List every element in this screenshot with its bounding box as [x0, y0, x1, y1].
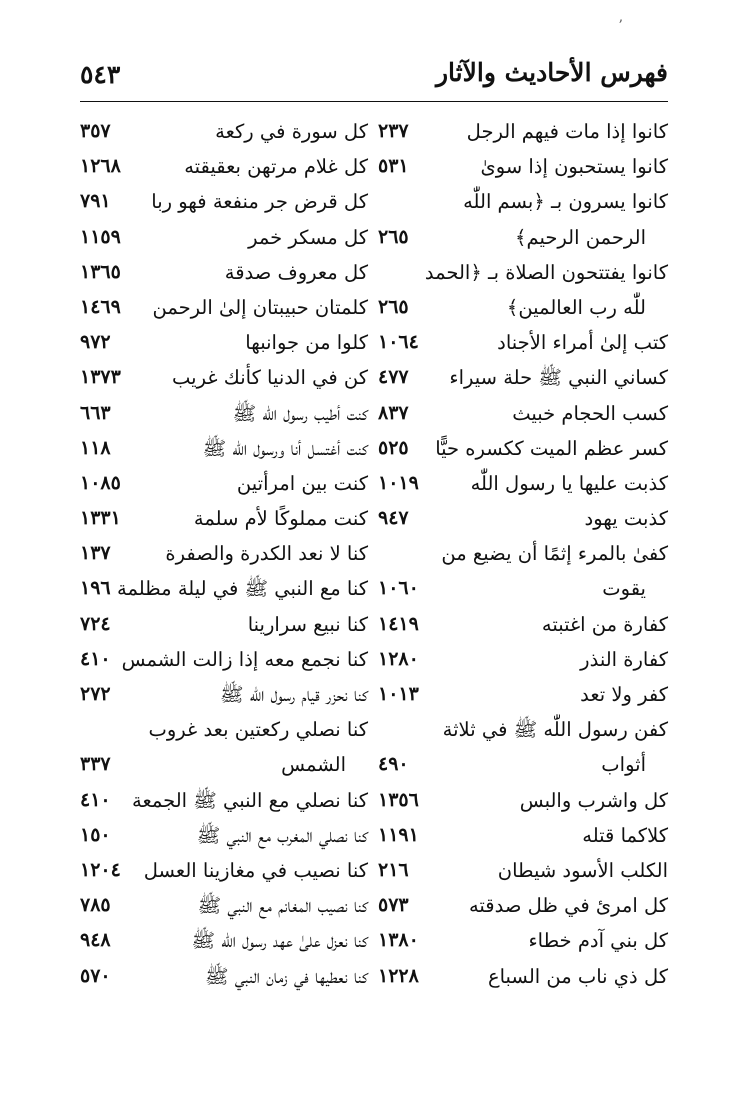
index-entry: [378, 220, 668, 255]
index-entry: [378, 149, 668, 184]
entry-text: كنت مملوكًا لأم سلمة: [193, 507, 368, 531]
index-entry: [80, 607, 368, 642]
entry-number: ١١٨: [80, 436, 111, 459]
entry-text: كسب الحجام خبيث: [512, 401, 668, 425]
entry-number: ١٠١٣: [378, 683, 419, 705]
entry-number: ١٢٨٠: [378, 647, 419, 670]
entry-text: كل امرئ في ظل صدقته: [468, 894, 668, 918]
index-entry: [80, 783, 368, 818]
index-entry: [80, 677, 368, 712]
entry-number: ٦٦٣: [80, 401, 111, 424]
entry-number: ٢٦٥: [378, 295, 409, 318]
entry-text: كنا نبيع سرارينا: [247, 612, 368, 636]
entry-text: كلمتان حبيبتان إلىٰ الرحمن: [152, 295, 368, 319]
entry-text: كنا نصيب في مغازينا العسل: [143, 858, 368, 882]
page-header: [80, 52, 668, 102]
index-entry: [80, 149, 368, 184]
entry-text: كلاكما قتله: [582, 823, 668, 847]
entry-number: ٤١٠: [80, 788, 111, 811]
entry-text: كل ذي ناب من السباع: [487, 964, 668, 988]
entry-number: ١٤٦٩: [80, 295, 121, 318]
entry-text: يقوت: [602, 577, 646, 601]
entry-text: كنا نصلي ركعتين بعد غروب: [148, 718, 368, 742]
index-entry: [80, 290, 368, 325]
entry-text: الشمس: [281, 753, 346, 777]
entry-text: كنا نعطيها في زمان النبي ﷺ: [204, 964, 368, 988]
entry-text: كل مسكر خمر: [248, 225, 368, 249]
entry-number: ٥٧٣: [378, 894, 409, 917]
entry-number: ٧٩١: [80, 190, 111, 213]
entry-number: ٤٧٧: [378, 366, 409, 389]
index-entry: [378, 501, 668, 536]
index-entry: [80, 571, 368, 606]
entry-number: ١٠١٩: [378, 471, 419, 494]
entry-number: ٣٣٧: [80, 753, 111, 776]
index-entry: [378, 677, 668, 712]
index-entry: [378, 114, 668, 149]
entry-number: ١١٩١: [378, 823, 419, 846]
index-entry: [80, 747, 368, 782]
entry-number: ١٠٨٥: [80, 471, 121, 494]
index-entry: [80, 853, 368, 888]
entry-text: كنت بين امرأتين: [236, 471, 368, 495]
entry-text: كن في الدنيا كأنك غريب: [172, 366, 368, 390]
index-entry: [378, 712, 668, 747]
index-entry: [80, 501, 368, 536]
entry-text: كنا نصيب المغانم مع النبي ﷺ: [197, 894, 368, 918]
entry-text: كذبت عليها يا رسول اللّٰه: [470, 471, 668, 495]
entry-text: كتب إلىٰ أمراء الأجناد: [497, 331, 668, 355]
entry-text: كنا نصلي مع النبي ﷺ الجمعة: [132, 788, 368, 812]
index-entry: [378, 888, 668, 923]
entry-text: كانوا يسرون بـ ﴿بسم اللّٰه: [463, 190, 668, 214]
entry-number: ١٢٠٤: [80, 858, 121, 881]
entry-text: كساني النبي ﷺ حلة سيراء: [449, 366, 668, 390]
entry-text: كنا لا نعد الكدرة والصفرة: [165, 542, 368, 566]
index-entry: [80, 184, 368, 219]
index-entry: [80, 114, 368, 149]
entry-text: كنا نعزل علىٰ عهد رسول اللّٰه ﷺ: [191, 929, 368, 953]
entry-number: ٩٧٢: [80, 331, 111, 354]
right-column: [378, 114, 668, 994]
entry-text: كل بني آدم خطاء: [528, 929, 668, 953]
entry-text: الرحمن الرحيم﴾: [515, 225, 646, 249]
entry-number: ٥٢٥: [378, 436, 409, 459]
index-entry: [80, 325, 368, 360]
index-entry: [80, 959, 368, 994]
page-title: فهرس الأحاديث والآثار: [435, 58, 668, 87]
index-entry: [80, 466, 368, 501]
index-entry: [80, 923, 368, 958]
entry-text: كفر ولا تعد: [580, 683, 668, 706]
entry-number: ١٣٥٦: [378, 788, 419, 811]
index-entry: [378, 783, 668, 818]
index-entry: [378, 431, 668, 466]
left-column: [80, 114, 368, 994]
entry-number: ١٣٦٥: [80, 260, 121, 283]
entry-number: ٢٧٢: [80, 683, 111, 705]
entry-number: ١٩٦: [80, 577, 111, 600]
index-entry: [80, 818, 368, 853]
entry-text: كفارة النذر: [580, 647, 668, 671]
entry-text: للّٰه رب العالمين﴾: [506, 295, 646, 319]
entry-number: ٧٢٤: [80, 612, 111, 635]
entry-text: كانوا يستحبون إذا سوىٰ: [480, 155, 668, 179]
entry-text: كل قرض جر منفعة فهو ربا: [151, 190, 368, 214]
entry-text: كفارة من اغتبته: [541, 612, 668, 636]
entry-text: كنا مع النبي ﷺ في ليلة مظلمة: [117, 577, 368, 601]
entry-text: كلوا من جوانبها: [245, 331, 368, 355]
entry-text: كنا نجمع معه إذا زالت الشمس: [121, 647, 368, 671]
entry-number: ٢٦٥: [378, 225, 409, 248]
index-entry: [378, 255, 668, 290]
index-entry: [378, 607, 668, 642]
index-entry: [80, 396, 368, 431]
index-entry: [80, 220, 368, 255]
entry-text: كل سورة في ركعة: [215, 120, 368, 143]
index-entry: [378, 360, 668, 395]
entry-number: ٧٨٥: [80, 894, 111, 917]
entry-text: أثواب: [601, 753, 646, 777]
index-entry: [80, 431, 368, 466]
entry-text: الكلب الأسود شيطان: [497, 858, 668, 882]
index-entry: [378, 536, 668, 571]
entry-number: ٩٤٧: [378, 507, 409, 530]
header-rule: [80, 101, 668, 102]
entry-text: كانوا إذا مات فيهم الرجل: [466, 120, 668, 143]
index-entry: [378, 818, 668, 853]
entry-text: كفىٰ بالمرء إثمًا أن يضيع من: [441, 542, 668, 566]
index-entry: [80, 360, 368, 395]
entry-number: ١٠٦٤: [378, 331, 419, 354]
index-entry: [80, 712, 368, 747]
index-entry: [378, 747, 668, 782]
index-entry: [378, 466, 668, 501]
index-entry: [80, 536, 368, 571]
entry-text: كسر عظم الميت ككسره حيًّا: [435, 436, 668, 460]
entry-text: كذبت يهود: [584, 507, 668, 531]
entry-number: ١٢٢٨: [378, 964, 419, 987]
entry-number: ١٣٧٣: [80, 366, 121, 389]
entry-number: ٢١٦: [378, 858, 409, 881]
index-entry: [378, 396, 668, 431]
entry-number: ١٢٦٨: [80, 155, 121, 178]
entry-number: ١٣٣١: [80, 507, 121, 530]
entry-number: ٢٣٧: [378, 120, 409, 142]
entry-text: كنت أطيب رسول اللّٰه ﷺ: [232, 401, 368, 425]
entry-number: ١٠٦٠: [378, 577, 419, 600]
entry-text: كل غلام مرتهن بعقيقته: [184, 155, 368, 179]
entry-number: ٤٩٠: [378, 753, 409, 776]
entry-number: ١١٥٩: [80, 225, 121, 248]
entry-number: ٥٧٠: [80, 964, 111, 987]
entry-text: كل واشرب والبس: [519, 788, 668, 812]
entry-number: ١٥٠: [80, 823, 111, 846]
index-entry: [378, 642, 668, 677]
entry-text: كفن رسول اللّٰه ﷺ في ثلاثة: [442, 718, 668, 742]
entry-text: كل معروف صدقة: [224, 260, 368, 284]
index-entry: [378, 290, 668, 325]
index-entry: [378, 959, 668, 994]
entry-number: ٤١٠: [80, 647, 111, 670]
entry-number: ١٣٨٠: [378, 929, 419, 952]
corner-mark: ʼ: [618, 18, 623, 34]
index-entry: [378, 571, 668, 606]
entry-number: ٩٤٨: [80, 929, 111, 952]
entry-number: ٣٥٧: [80, 120, 111, 142]
entry-number: ١٣٧: [80, 542, 111, 565]
index-entry: [80, 642, 368, 677]
page-number: ٥٤٣: [80, 60, 121, 89]
index-entry: [80, 255, 368, 290]
index-entry: [378, 325, 668, 360]
entry-number: ٥٣١: [378, 155, 409, 178]
entry-number: ١٤١٩: [378, 612, 419, 635]
entry-text: كنت أغتسل أنا ورسول اللّٰه ﷺ: [202, 436, 368, 460]
index-entry: [378, 184, 668, 219]
index-entry: [80, 888, 368, 923]
index-entry: [378, 923, 668, 958]
entry-text: كنا نصلي المغرب مع النبي ﷺ: [196, 823, 368, 847]
entry-text: كانوا يفتتحون الصلاة بـ ﴿الحمد: [424, 260, 668, 284]
entry-number: ٨٣٧: [378, 401, 409, 424]
entry-text: كنا نحزر قيام رسول اللّٰه ﷺ: [219, 683, 368, 706]
index-entry: [378, 853, 668, 888]
